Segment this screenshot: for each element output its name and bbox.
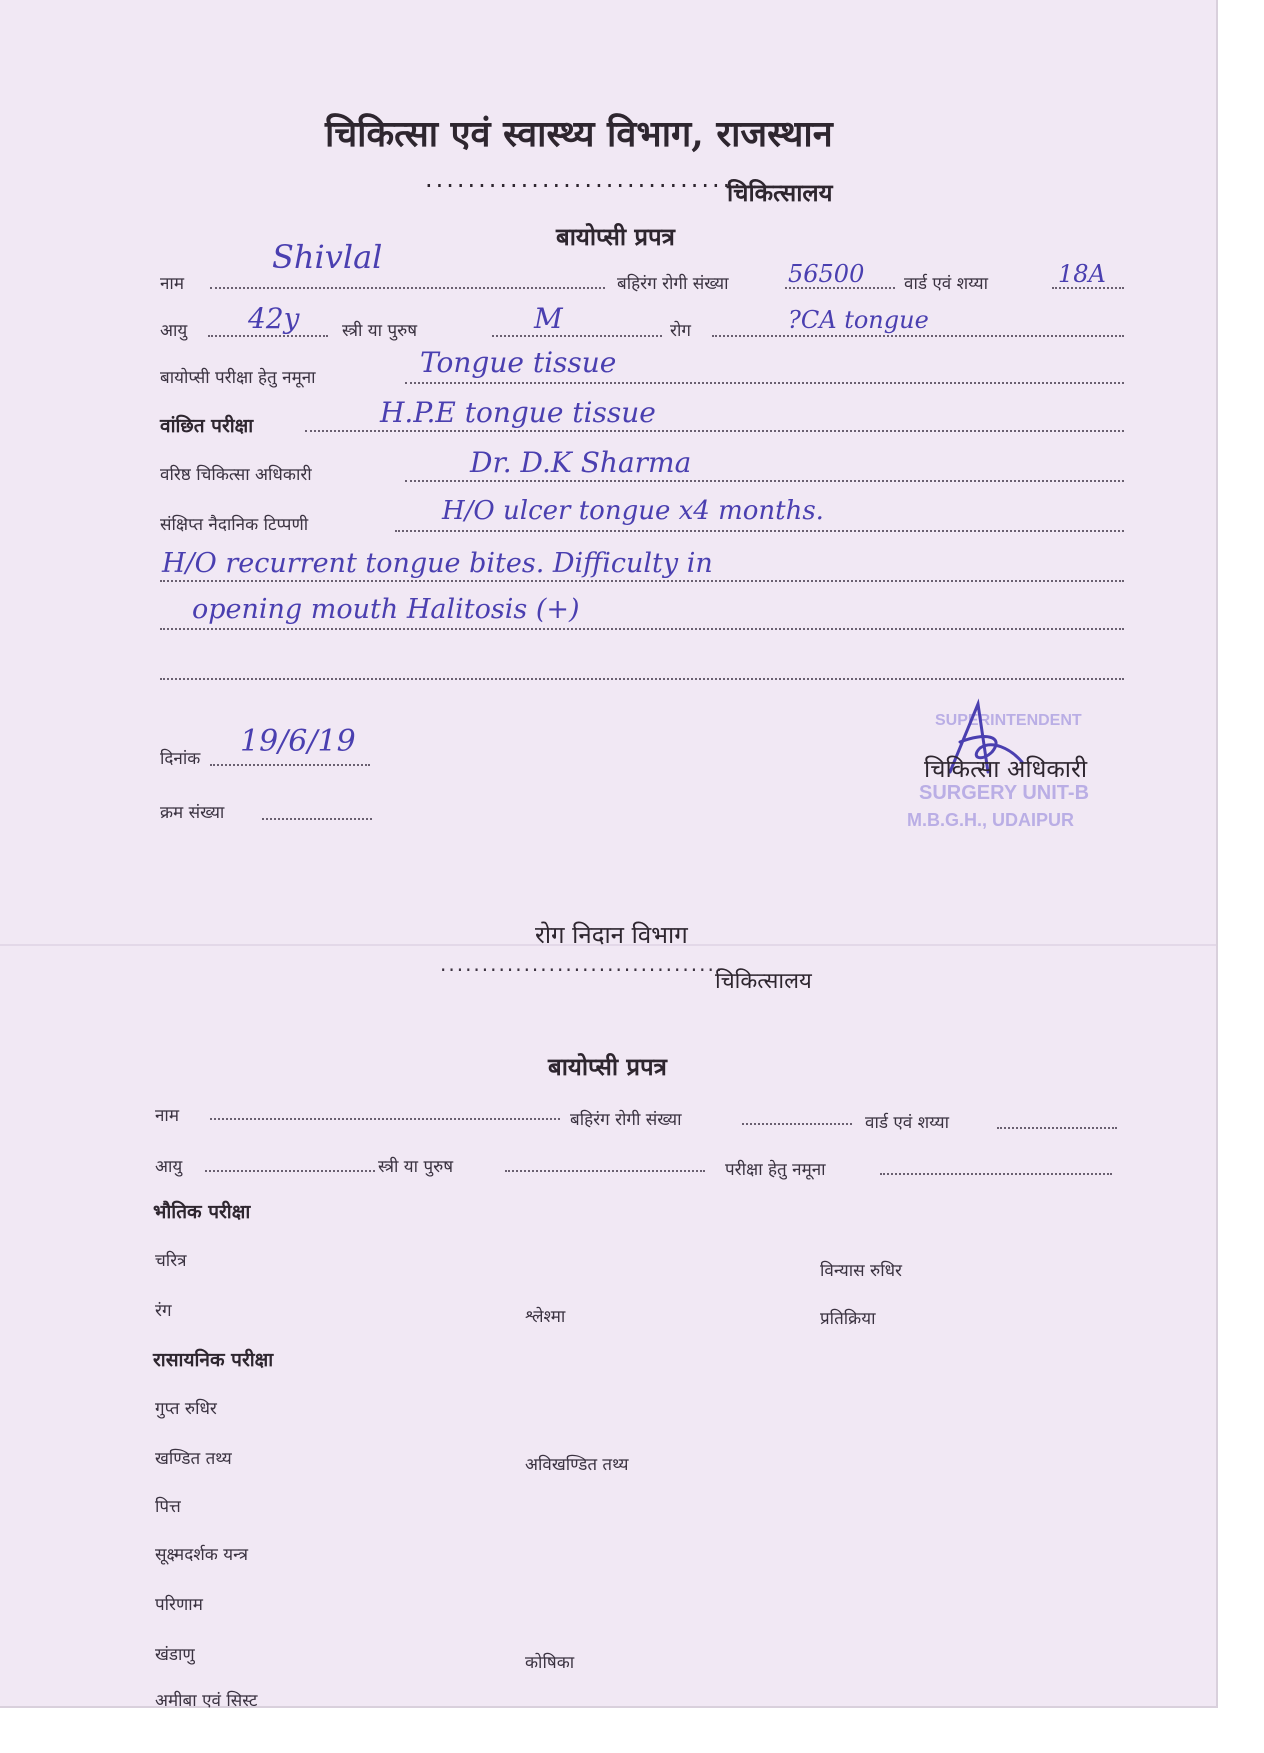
lower-age-line: [205, 1170, 375, 1172]
notes-text-1: H/O ulcer tongue x4 months.: [442, 496, 824, 526]
lower-ward-line: [997, 1127, 1117, 1129]
chemical-exam-heading: रासायनिक परीक्षा: [153, 1349, 274, 1371]
opd-value: 56500: [788, 260, 865, 288]
ward-label: वार्ड एवं शय्या: [904, 274, 989, 294]
lower-opd-line: [742, 1123, 852, 1125]
lower-opd-label: बहिरंग रोगी संख्या: [570, 1110, 682, 1130]
lower-hospital-dots: ..................................: [440, 952, 725, 976]
sample-label: बायोप्सी परीक्षा हेतु नमूना: [160, 368, 316, 388]
physical-exam-heading: भौतिक परीक्षा: [153, 1201, 251, 1223]
notes-text-2: H/O recurrent tongue bites. Difficulty in: [162, 548, 713, 579]
notes-line-4: [160, 678, 1124, 680]
officer-sign-label: चिकित्सा अधिकारी: [924, 755, 1088, 783]
test-label: वांछित परीक्षा: [160, 415, 254, 437]
notes-line-2: [160, 580, 1124, 582]
khandanu-label: खंडाणु: [155, 1645, 195, 1665]
occult-blood-label: गुप्त रुधिर: [155, 1399, 217, 1419]
disease-line: [712, 335, 1124, 337]
notes-line-3: [160, 628, 1124, 630]
result-label: परिणाम: [155, 1595, 203, 1615]
fragmented-label: खण्डित तथ्य: [155, 1449, 232, 1469]
character-label: चरित्र: [155, 1251, 187, 1271]
lower-ward-label: वार्ड एवं शय्या: [865, 1113, 950, 1133]
disease-label: रोग: [670, 321, 691, 341]
lower-sex-line: [505, 1170, 705, 1172]
name-line: [210, 287, 605, 289]
ward-value: 18A: [1058, 260, 1106, 288]
officer-line: [405, 480, 1124, 482]
stamp-line-2: SURGERY UNIT-B: [919, 782, 1090, 804]
blood-label: विन्यास रुधिर: [820, 1261, 903, 1281]
hospital-label: चिकित्सालय: [727, 179, 833, 207]
date-label: दिनांक: [160, 749, 201, 769]
age-value: 42y: [248, 302, 300, 335]
amoeba-label: अमीबा एवं सिस्ट: [155, 1691, 258, 1711]
reaction-label: प्रतिक्रिया: [820, 1309, 876, 1329]
lower-name-line: [210, 1118, 560, 1120]
test-value: H.P.E tongue tissue: [380, 396, 656, 429]
lower-sex-label: स्त्री या पुरुष: [378, 1157, 454, 1177]
name-label: नाम: [160, 274, 185, 294]
sex-value: M: [534, 302, 563, 335]
notes-text-3: opening mouth Halitosis (+): [192, 594, 580, 625]
microscope-label: सूक्ष्मदर्शक यन्त्र: [155, 1545, 249, 1565]
age-line: [208, 335, 328, 337]
notes-line-1: [395, 530, 1124, 532]
unfragmented-label: अविखण्डित तथ्य: [525, 1455, 629, 1475]
department-title: चिकित्सा एवं स्वास्थ्य विभाग, राजस्थान: [325, 113, 833, 155]
lower-sample-line: [880, 1173, 1112, 1175]
stamp-line-1: SUPERINTENDENT: [935, 712, 1082, 729]
test-line: [305, 430, 1124, 432]
age-label: आयु: [160, 321, 188, 341]
lower-sample-label: परीक्षा हेतु नमूना: [725, 1160, 826, 1180]
sex-label: स्त्री या पुरुष: [342, 321, 418, 341]
name-value: Shivlal: [272, 238, 383, 276]
stamp-line-3: M.B.G.H., UDAIPUR: [907, 810, 1075, 830]
bile-label: पित्त: [155, 1497, 181, 1517]
sample-line: [405, 382, 1124, 384]
officer-label: वरिष्ठ चिकित्सा अधिकारी: [160, 465, 312, 485]
notes-label: संक्षिप्त नैदानिक टिप्पणी: [160, 515, 309, 535]
sex-line: [492, 335, 662, 337]
lower-name-label: नाम: [155, 1106, 180, 1126]
serial-label: क्रम संख्या: [160, 803, 225, 823]
hospital-dots: ..............................: [425, 165, 744, 193]
cell-label: कोषिका: [525, 1653, 575, 1673]
colour-label: रंग: [155, 1301, 172, 1321]
lower-form-title: बायोप्सी प्रपत्र: [548, 1053, 667, 1081]
lower-hospital-label: चिकित्सालय: [715, 969, 812, 994]
date-line: [210, 764, 370, 766]
opd-label: बहिरंग रोगी संख्या: [617, 274, 729, 294]
disease-value: ?CA tongue: [788, 306, 929, 334]
sample-value: Tongue tissue: [420, 346, 617, 379]
officer-value: Dr. D.K Sharma: [470, 446, 692, 479]
mucus-label: श्लेश्मा: [525, 1307, 566, 1327]
serial-line: [262, 818, 372, 820]
pathology-dept: रोग निदान विभाग: [535, 921, 688, 949]
date-value: 19/6/19: [240, 724, 356, 759]
lower-age-label: आयु: [155, 1157, 183, 1177]
form-title: बायोप्सी प्रपत्र: [556, 223, 675, 251]
